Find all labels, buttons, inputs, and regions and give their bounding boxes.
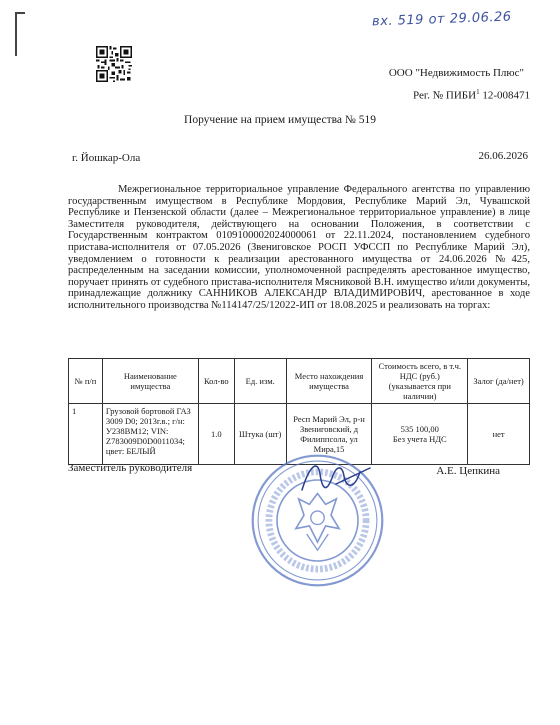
registration-value: 12-008471 [479, 89, 530, 102]
header-cell: Стоимость всего, в т.ч. НДС (руб.) (указывается при наличии) [372, 359, 468, 404]
organization-name: ООО "Недвижимость Плюс" [388, 67, 524, 79]
margin-tick [15, 12, 25, 14]
header-cell: Ед. изм. [234, 359, 286, 404]
location-cell: Респ Марий Эл, р-н Звениговский, д Филиппсола, ул Мира,15 [286, 404, 372, 465]
pledge-cell: нет [468, 404, 530, 465]
document-title: Поручение на прием имущества № 519 [184, 114, 376, 126]
header-cell: Место нахождения имущества [286, 359, 372, 404]
document-date: 26.06.2026 [478, 150, 528, 162]
header-cell: Залог (да/нет) [468, 359, 530, 404]
table-header-row [69, 359, 530, 404]
header-cell: № п/п [69, 359, 103, 404]
registration-label: Рег. № ПИБИ [413, 89, 477, 102]
header-cell: Наименование имущества [102, 359, 198, 404]
header-cell: Кол-во [198, 359, 234, 404]
margin-line [15, 12, 17, 56]
unit-cell: Штука (шт) [234, 404, 286, 465]
signature-icon [296, 454, 376, 502]
price-cell: 535 100,00 Без учета НДС [372, 404, 468, 465]
item-name-cell: Грузовой бортовой ГАЗ 3009 D0; 2013г.в.; г/н: У238ВМ12; VIN: Z783009D0D0011034; цвет: БЕЛЫЙ [102, 404, 198, 465]
body-paragraph: Межрегиональное территориальное управление Федерального агентства по управлению государственным имуществом в Республике Мордовия, Республике Марий Эл, Чувашской Республике и Пензенской области (далее – Межрегиональное территориальное управление) в лице Заместителя руководителя, действующего на основании Положения, в соответствии с Государственным контрактом 0109100002024000061 от 22.11.2024, постановлением судебного пристава-исполнителя от 07.05.2026 (Звениговское РОСП УФССП по Республике Марий Эл), уведомлением о готовности к реализации арестованного имущества от 24.06.2026 №425, распределенным на заседании комиссии, уполномоченной распределять арестованное имущество, поручает принять от судебного пристава-исполнителя Мясниковой В.Н. имущество и/или документы, принадлежащие должнику САННИКОВ АЛЕКСАНДР ВЛАДИМИРОВИЧ, арестованное в ходе исполнительного производства №114147/25/12022-ИП от 18.08.2025 и реализовать на торгах: [68, 184, 530, 311]
registration-number [413, 88, 530, 102]
qr-code-icon [96, 46, 132, 82]
row-number-cell: 1 [69, 404, 103, 465]
signer-title: Заместитель руководителя [68, 462, 193, 474]
quantity-cell: 1.0 [198, 404, 234, 465]
handwritten-incoming-note: вх. 519 от 29.06.26 [371, 9, 512, 30]
property-table [68, 358, 530, 465]
registration-footnote: 1 [476, 88, 480, 96]
city: г. Йошкар-Ола [72, 152, 141, 164]
signer-name: А.Е. Цепкина [436, 465, 500, 477]
